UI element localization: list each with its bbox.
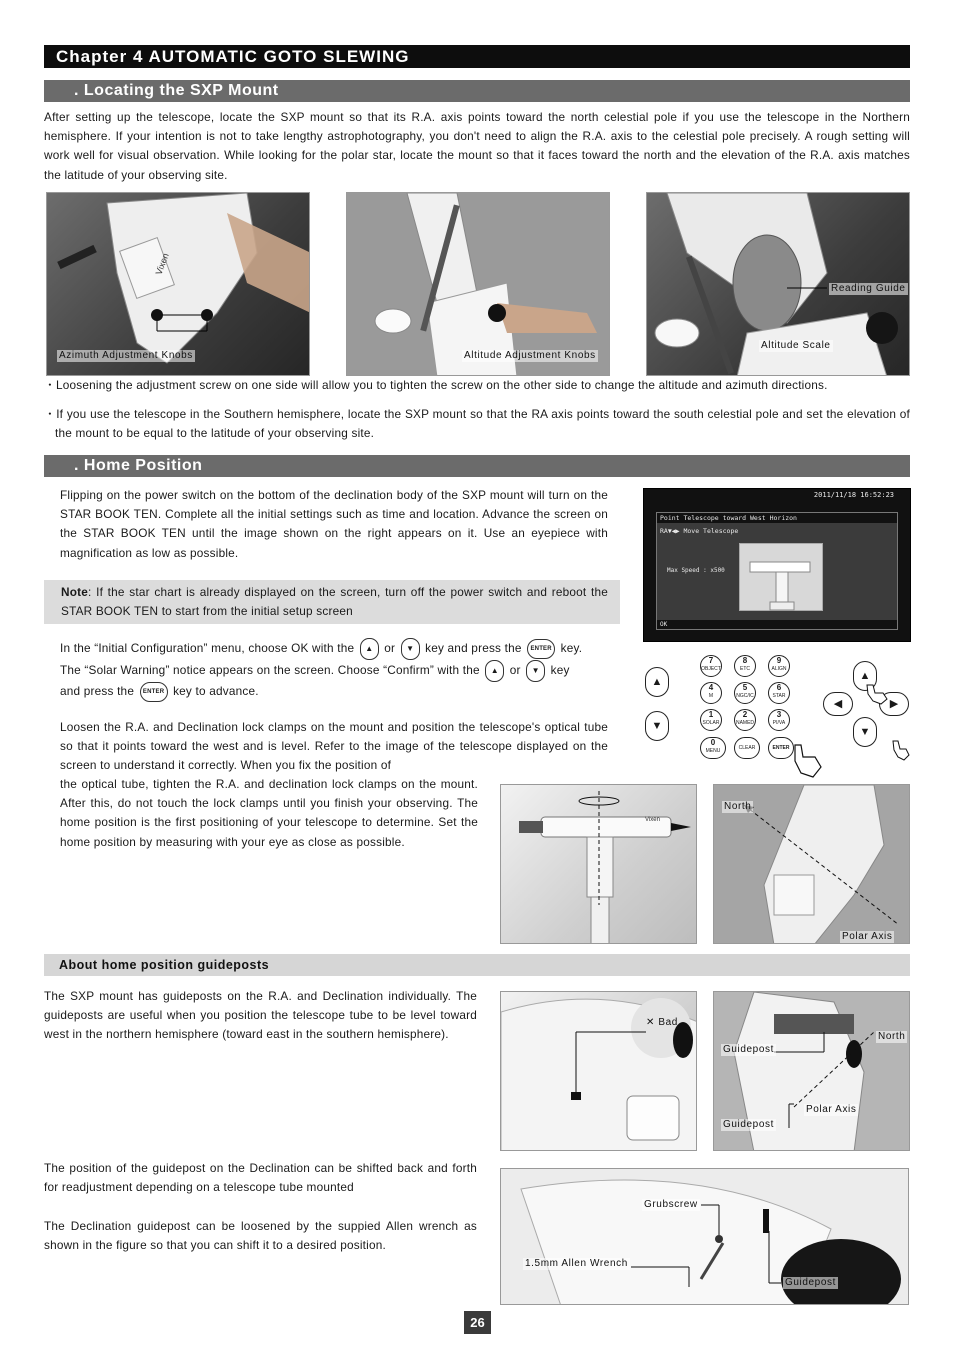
caption-reading-guide: Reading Guide bbox=[831, 283, 906, 294]
guideposts-heading: About home position guideposts bbox=[44, 954, 910, 976]
altitude-scale-photo bbox=[646, 192, 910, 376]
dpad-left-button[interactable]: ◀ bbox=[823, 692, 853, 716]
config-instructions: In the “Initial Configuration” menu, choose OK with the ▲ or ▼ key and press the ENTER key. The “Solar Warning” notice appears on the screen. Choose “Confirm” with the ▲ or ▼ key and press the ENTER key to advance. bbox=[60, 638, 608, 702]
pointing-hand-icon bbox=[891, 739, 911, 761]
key-3[interactable]: 3 PI/VA bbox=[768, 709, 790, 731]
key-1[interactable]: 1 SOLAR bbox=[700, 709, 722, 731]
caption-polar-axis-small: Polar Axis bbox=[806, 1104, 857, 1115]
chapter-title: Chapter 4 AUTOMATIC GOTO SLEWING bbox=[44, 45, 910, 68]
caption-azimuth: Azimuth Adjustment Knobs bbox=[59, 350, 193, 361]
section-heading-home: . Home Position bbox=[44, 455, 910, 477]
bullet-southern: ・If you use the telescope in the Southern hemisphere, locate the SXP mount so that the RA axis points toward the south celestial pole and set the elevation of the mount to be equal to the latitude of your observing site. bbox=[44, 407, 910, 441]
bullet-adjustment: ・Loosening the adjustment screw on one side will allow you to tighten the screw on the other side to change the altitude and azimuth directions. bbox=[44, 378, 828, 392]
page-number: 26 bbox=[464, 1311, 491, 1334]
telescope-home-photo bbox=[500, 784, 697, 944]
screen-ok: OK bbox=[657, 620, 897, 629]
key-0-menu[interactable]: 0 MENU bbox=[700, 737, 726, 759]
tube-brand-text: Vixen bbox=[645, 817, 660, 823]
caption-guidepost-wrench: Guidepost bbox=[785, 1277, 836, 1288]
down-key-icon: ▼ bbox=[401, 638, 420, 660]
enter-key-icon: ENTER bbox=[140, 682, 168, 702]
dpad-down-button[interactable]: ▼ bbox=[853, 717, 877, 747]
up-key-icon: ▲ bbox=[485, 660, 504, 682]
bad-guidepost-photo bbox=[500, 991, 697, 1151]
pointing-hand-icon bbox=[791, 743, 831, 779]
caption-north: North bbox=[724, 801, 752, 812]
allen-wrench-photo bbox=[500, 1168, 909, 1305]
pointing-hand-icon bbox=[865, 683, 889, 705]
brand-logo-text: Vixen bbox=[153, 251, 171, 277]
locating-paragraph: After setting up the telescope, locate the SXP mount so that its R.A. axis points toward the north celestial pole if you use the telescope in the Northern hemisphere. If your intention is not to take lengthy astrophotography, you don't need to align the R.A. axis to the celestial pole precisely. A rough setting will work well for visual observation. While looking for the polar star, locate the mount so that it faces toward the north and the elevation of the R.A. axis matches the latitude of your observing site. bbox=[44, 110, 910, 182]
screen-nav: RA▼◀▶ Move Telescope bbox=[660, 527, 739, 535]
dpad-up-button[interactable]: ▲ bbox=[853, 661, 877, 691]
caption-altitude: Altitude Adjustment Knobs bbox=[464, 350, 596, 361]
guideposts-paragraph-1: The SXP mount has guideposts on the R.A. and Declination individually. The guideposts are useful when you position the telescope tube to be level toward west in the northern hemisphere (toward east in the southern hemisphere). bbox=[44, 989, 477, 1042]
guideposts-paragraph-3: The Declination guidepost can be loosened by the suppied Allen wrench as shown in the figure so that you can shift it to a desired position. bbox=[44, 1219, 477, 1253]
dpad-right-button[interactable]: ▶ bbox=[879, 692, 909, 716]
caption-polar-axis: Polar Axis bbox=[842, 931, 893, 942]
screen-datetime: 2011/11/18 16:52:23 bbox=[813, 491, 894, 499]
caption-bad: ✕ Bad bbox=[646, 1017, 678, 1028]
key-enter[interactable]: ENTER bbox=[768, 737, 794, 759]
caption-grubscrew: Grubscrew bbox=[644, 1199, 698, 1210]
key-4[interactable]: 4 M bbox=[700, 682, 722, 704]
screen-telescope-image bbox=[739, 543, 823, 611]
home-paragraph-1: Flipping on the power switch on the bottom of the declination body of the SXP mount will turn on the STAR BOOK TEN. Complete all the initial settings such as time and location. Advance the screen on the STAR BOOK TEN until the image shown on the right appears on it. Use an eyepiece with magnification as low as possible. bbox=[60, 488, 608, 560]
key-clear[interactable]: CLEAR bbox=[734, 737, 760, 759]
key-9[interactable]: 9 ALIGN bbox=[768, 655, 790, 677]
mount-polar-axis-photo bbox=[713, 784, 910, 944]
screen-display bbox=[656, 512, 898, 630]
keypad-down-button[interactable]: ▼ bbox=[645, 711, 669, 741]
caption-guidepost-top: Guidepost bbox=[723, 1044, 774, 1055]
caption-altitude-scale: Altitude Scale bbox=[761, 340, 831, 351]
note-label: Note bbox=[61, 585, 89, 599]
enter-key-icon: ENTER bbox=[527, 639, 555, 659]
screen-speed: Max Speed : x500 bbox=[667, 567, 725, 574]
caption-north-small: North bbox=[878, 1031, 906, 1042]
down-key-icon: ▼ bbox=[526, 660, 545, 682]
caption-guidepost-bottom: Guidepost bbox=[723, 1119, 774, 1130]
section-heading-locating: . Locating the SXP Mount bbox=[44, 80, 910, 102]
note-text: Note: If the star chart is already displayed on the screen, turn off the power switch and reboot the STAR BOOK TEN to start from the initial setup screen bbox=[61, 585, 608, 619]
loosen-paragraph-full: Loosen the R.A. and Declination lock clamps on the mount and position the telescope's optical tube so that it points toward the west and is level. Refer to the image of the telescope displayed on the screen to understand it correctly. When you fix the position of bbox=[60, 720, 608, 773]
key-2[interactable]: 2 NAMED bbox=[734, 709, 756, 731]
keypad-up-button[interactable]: ▲ bbox=[645, 667, 669, 697]
screen-title: Point Telescope toward West Horizon bbox=[657, 513, 897, 523]
guidepost-alignment-photo bbox=[713, 991, 910, 1151]
key-7[interactable]: 7 OBJECT bbox=[700, 655, 722, 677]
starbook-screen bbox=[643, 488, 911, 642]
key-8[interactable]: 8 ETC bbox=[734, 655, 756, 677]
altitude-knobs-photo bbox=[346, 192, 610, 376]
starbook-keypad bbox=[643, 653, 911, 773]
note-box bbox=[44, 580, 620, 624]
guideposts-paragraph-2: The position of the guidepost on the Declination can be shifted back and forth for readjustment depending on a telescope tube mounted bbox=[44, 1161, 477, 1195]
azimuth-knobs-photo bbox=[46, 192, 310, 376]
loosen-paragraph-narrow: the optical tube, tighten the R.A. and declination lock clamps on the mount. After this, do not touch the lock clamps until you finish your observing. The home position is the first positioning of your telescope to determine. Set the home position by measuring with your eye as close as possible. bbox=[60, 777, 478, 849]
caption-allen-wrench: 1.5mm Allen Wrench bbox=[525, 1258, 628, 1269]
key-5[interactable]: 5 NGC/IC bbox=[734, 682, 756, 704]
key-6[interactable]: 6 STAR bbox=[768, 682, 790, 704]
up-key-icon: ▲ bbox=[360, 638, 379, 660]
